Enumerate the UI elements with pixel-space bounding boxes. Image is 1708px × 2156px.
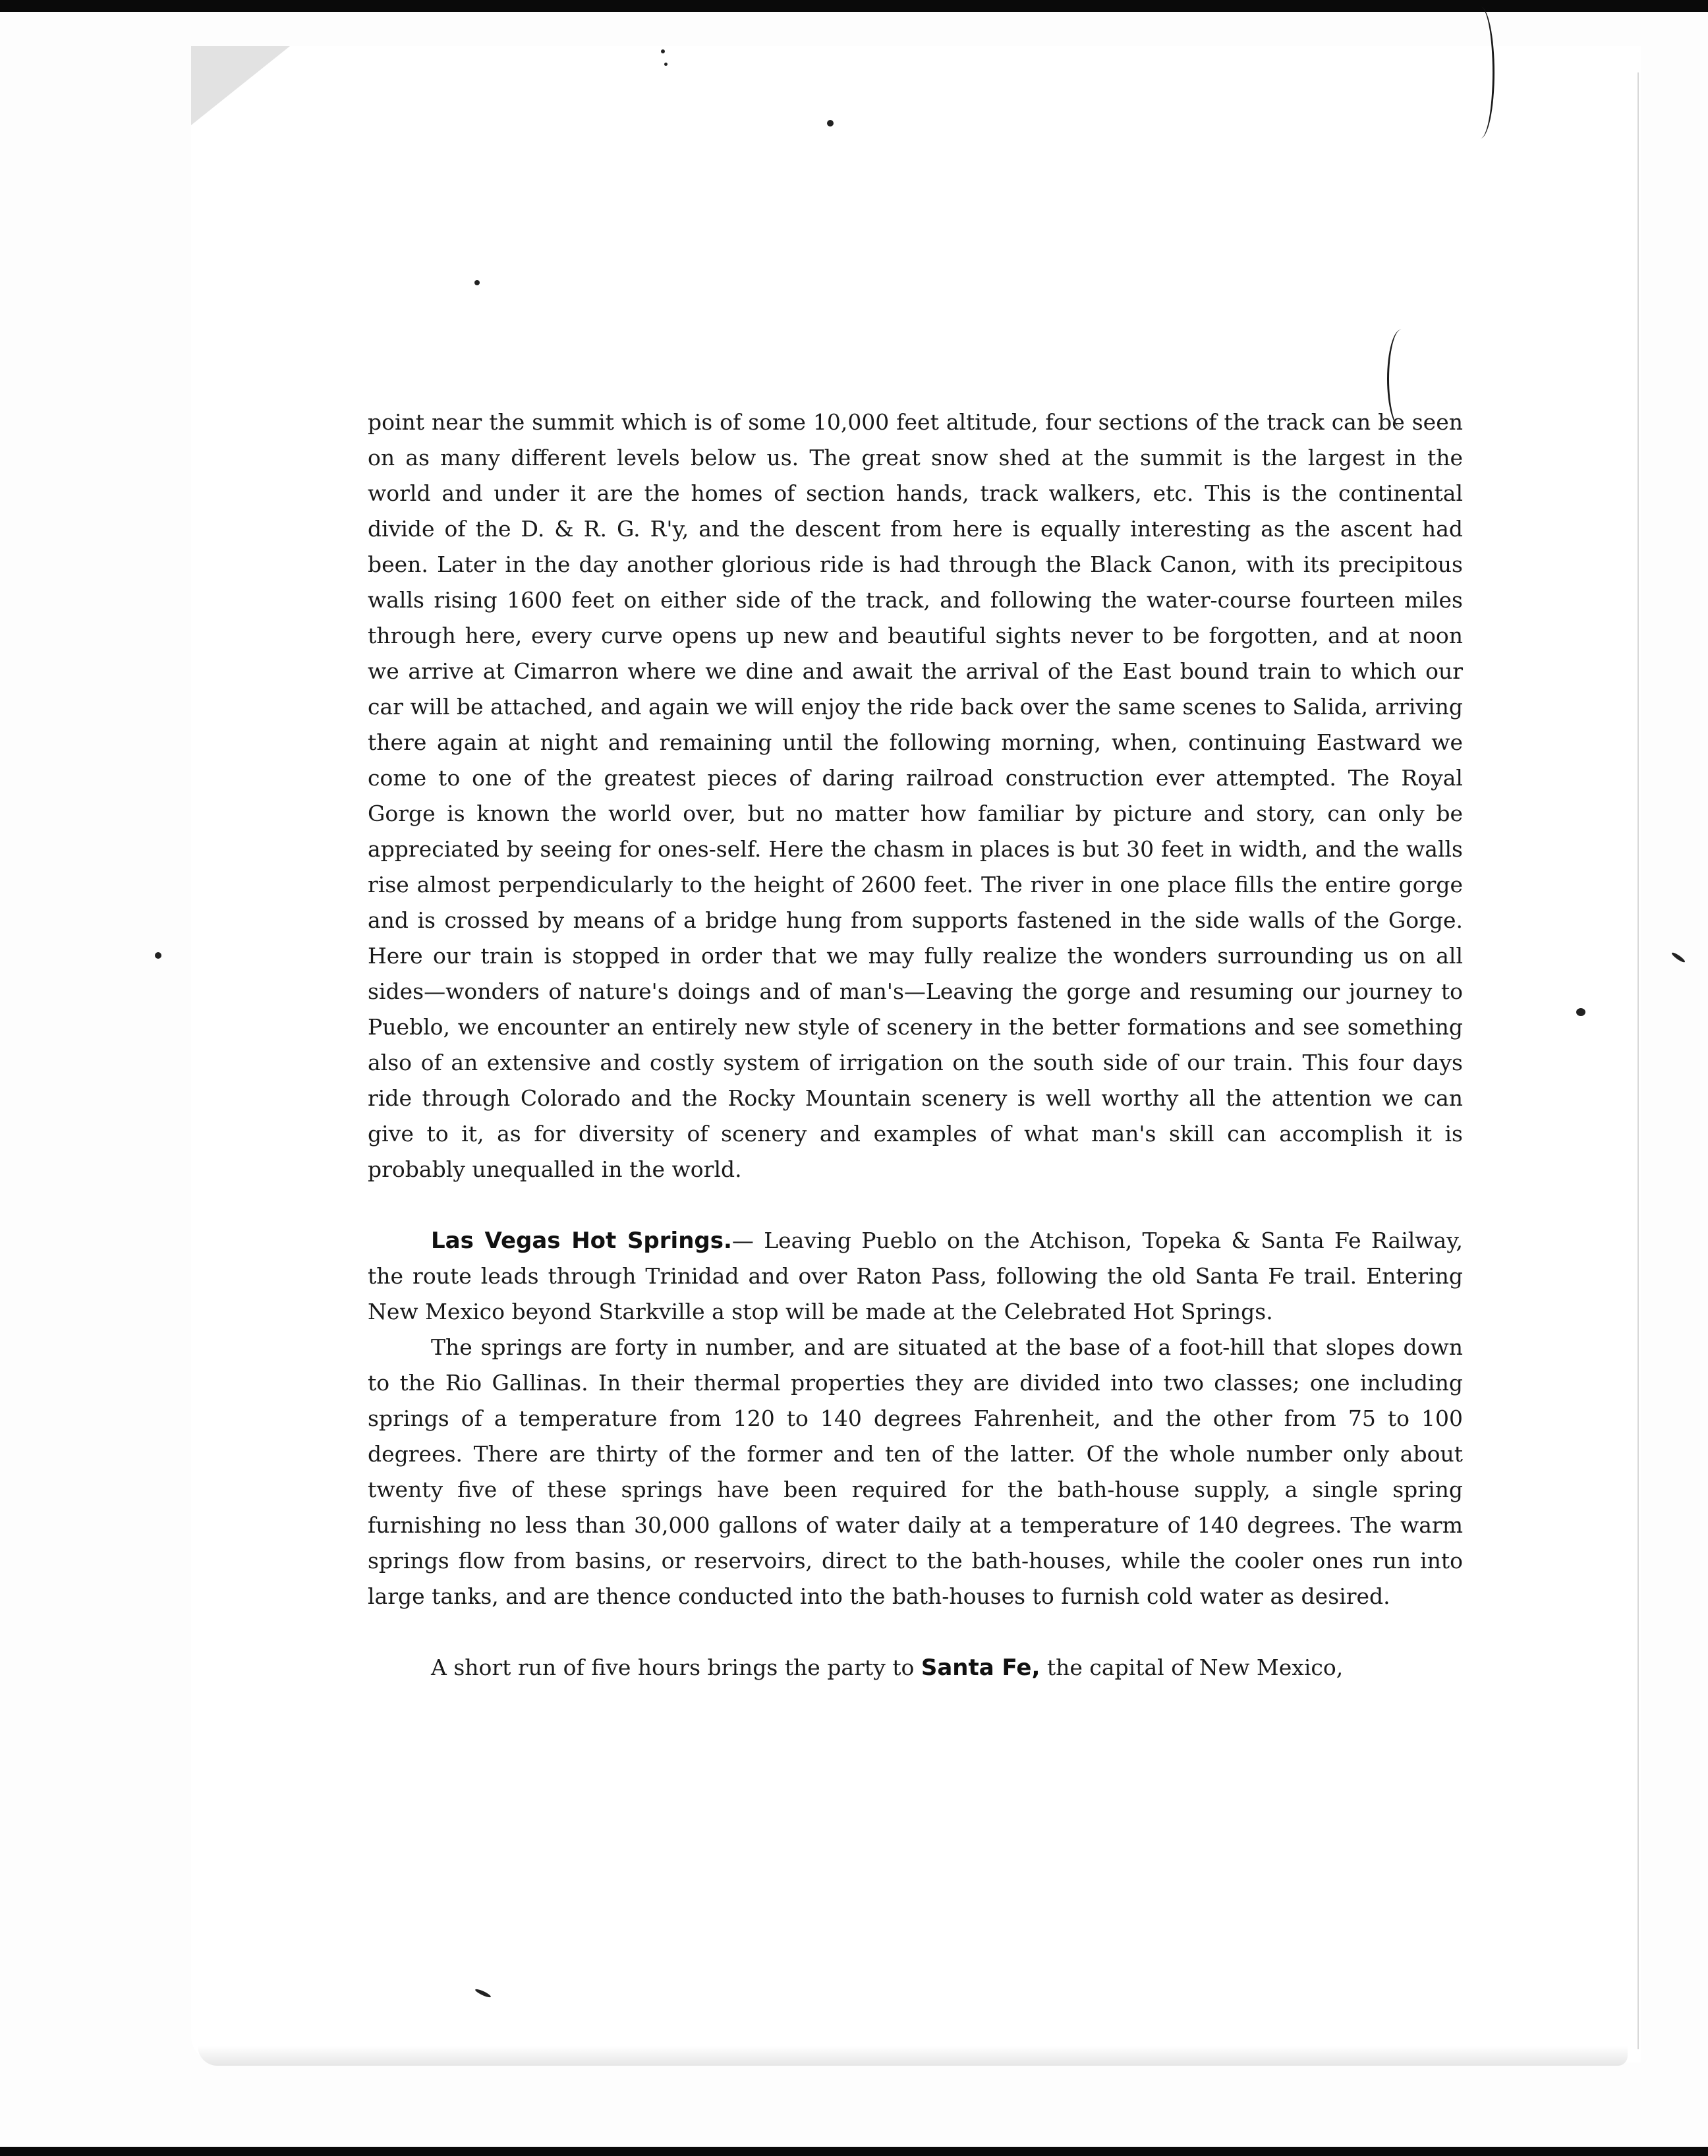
sheet-edge — [1637, 72, 1639, 2049]
scan-speck — [474, 280, 480, 285]
place-name: Santa Fe, — [921, 1655, 1040, 1681]
scan-mark — [1466, 7, 1494, 138]
document-body — [368, 405, 1463, 1686]
section-heading: Las Vegas Hot Springs. — [431, 1228, 732, 1254]
body-paragraph — [368, 1650, 1463, 1686]
body-paragraph: The springs are forty in number, and are situated at the base of a foot-hill that slopes down to the Rio Gallinas. In their thermal properties they are divided into two classes; one including springs of a temperature from 120 to 140 degrees Fahrenheit, and the other from 75 to 100 degrees. There are thirty of the former and ten of the latter. Of the whole number only about twenty five of these springs have been required for the bath-house supply, a single spring furnishing no less than 30,000 gallons of water daily at a temperature of 140 degrees. The warm springs flow from basins, or reservoirs, direct to the bath-houses, while the cooler ones run into large tanks, and are thence conducted into the bath-houses to furnish cold water as desired. — [368, 1334, 1463, 1609]
scan-speck — [661, 49, 665, 53]
body-paragraph: point near the summit which is of some 10,000 feet altitude, four sections of the track can be seen on as many different levels below us. The great snow shed at the summit is the largest in the world and under it are the homes of section hands, track walkers, etc. This is the continental divide of the D. & R. G. R'y, and the descent from here is equally interesting as the ascent had been. Later in the day another glorious ride is had through the Black Canon, with its precipitous walls rising 1600 feet on either side of the track, and following the water-course fourteen miles through here, every curve opens up new and beautiful sights never to be forgotten, and at noon we arrive at Cimarron where we dine and await the arrival of the East bound train to which our car will be attached, and again we will enjoy the ride back over the same scenes to Salida, arriving there again at night and remaining until the following morning, when, continuing Eastward we come to one of the greatest pieces of daring railroad construction ever attempted. The Royal Gorge is known the world over, but no matter how familiar by picture and story, can only be appreciated by seeing for ones-self. Here the chasm in places is but 30 feet in width, and the walls rise almost perpendicularly to the height of 2600 feet. The river in one place fills the entire gorge and is crossed by means of a bridge hung from supports fastened in the side walls of the Gorge. Here our train is stopped in order that we may fully realize the wonders surrounding us on all sides—wonders of nature's doings and of man's—Leaving the gorge and resuming our journey to Pueblo, we encounter an entirely new style of scenery in the better formations and see something also of an extensive and costly system of irrigation on the south side of our train. This four days ride through Colorado and the Rocky Mountain scenery is well worthy all the attention we can give to it, as for diversity of scenery and examples of what man's skill can accomplish it is probably unequalled in the world. — [368, 409, 1463, 1182]
scan-speck — [1576, 1008, 1585, 1016]
body-paragraph — [368, 1223, 1463, 1330]
scan-speck — [664, 63, 668, 66]
paragraph-text: the capital of New Mexico, — [1040, 1655, 1344, 1680]
scan-speck — [827, 120, 834, 127]
section-text: — Leaving Pueblo on the Atchison, Topeka & Santa Fe Railway, the route leads through Trinidad and over Raton Pass, following the old Santa Fe trail. Entering New Mexico beyond Starkville a stop will be made at the Celebrated Hot Springs. — [368, 1228, 1463, 1324]
paragraph-text: A short run of five hours brings the party to — [431, 1655, 921, 1680]
scan-speck — [155, 952, 161, 959]
folded-corner — [191, 46, 290, 125]
sheet-bottom-edge — [198, 2046, 1628, 2066]
